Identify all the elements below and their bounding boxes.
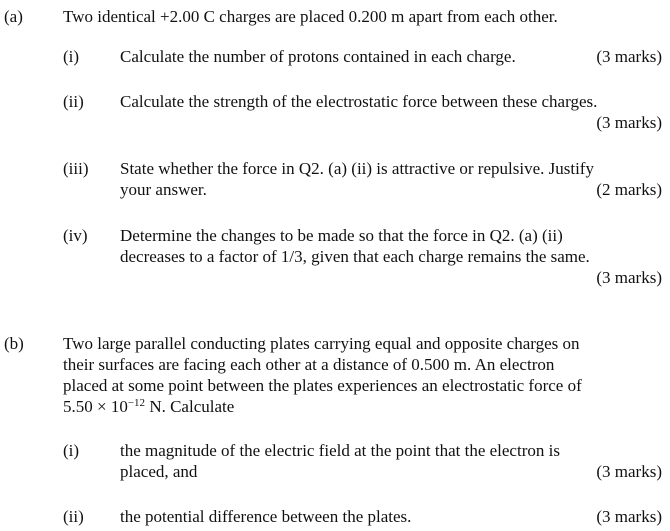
item-number: (iii) — [63, 159, 89, 178]
force-unit-text: N. Calculate — [145, 397, 235, 416]
item-text: the potential difference between the plates. — [120, 507, 412, 526]
item-text-line-1: the magnitude of the electric field at the point that the electron is — [120, 441, 560, 460]
force-exponent: −12 — [127, 397, 146, 409]
item-number: (iv) — [63, 226, 88, 245]
marks-label: (3 marks) — [596, 47, 662, 66]
part-b-stem-line-1: Two large parallel conducting plates carrying equal and opposite charges on — [63, 334, 580, 353]
item-number: (ii) — [63, 507, 84, 526]
marks-label: (3 marks) — [596, 507, 662, 526]
item-text-line-2: placed, and — [120, 462, 198, 481]
item-text-line-1: State whether the force in Q2. (a) (ii) is attractive or repulsive. Justify — [120, 159, 594, 178]
item-text: Calculate the number of protons contained in each charge. — [120, 47, 516, 66]
item-text-line-2: your answer. — [120, 180, 207, 199]
marks-label: (3 marks) — [596, 462, 662, 481]
marks-label: (3 marks) — [596, 268, 662, 287]
part-b-label: (b) — [4, 334, 24, 353]
marks-label: (3 marks) — [596, 113, 662, 132]
item-text: Calculate the strength of the electrostatic force between these charges. — [120, 92, 598, 111]
part-b-stem-line-4 — [63, 396, 234, 418]
item-text-line-1: Determine the changes to be made so that the force in Q2. (a) (ii) — [120, 226, 563, 245]
item-number: (ii) — [63, 92, 84, 111]
item-number: (i) — [63, 47, 80, 66]
part-a-label: (a) — [4, 7, 23, 26]
part-a-stem: Two identical +2.00 C charges are placed 0.200 m apart from each other. — [63, 7, 558, 26]
part-b-stem-line-3: placed at some point between the plates experiences an electrostatic force of — [63, 376, 582, 395]
force-coefficient: 5.50 × 10 — [63, 397, 128, 416]
item-number: (i) — [63, 441, 80, 460]
marks-label: (2 marks) — [596, 180, 662, 199]
item-text-line-2: decreases to a factor of 1/3, given that each charge remains the same. — [120, 247, 590, 266]
part-b-stem-line-2: their surfaces are facing each other at a distance of 0.500 m. An electron — [63, 355, 555, 374]
